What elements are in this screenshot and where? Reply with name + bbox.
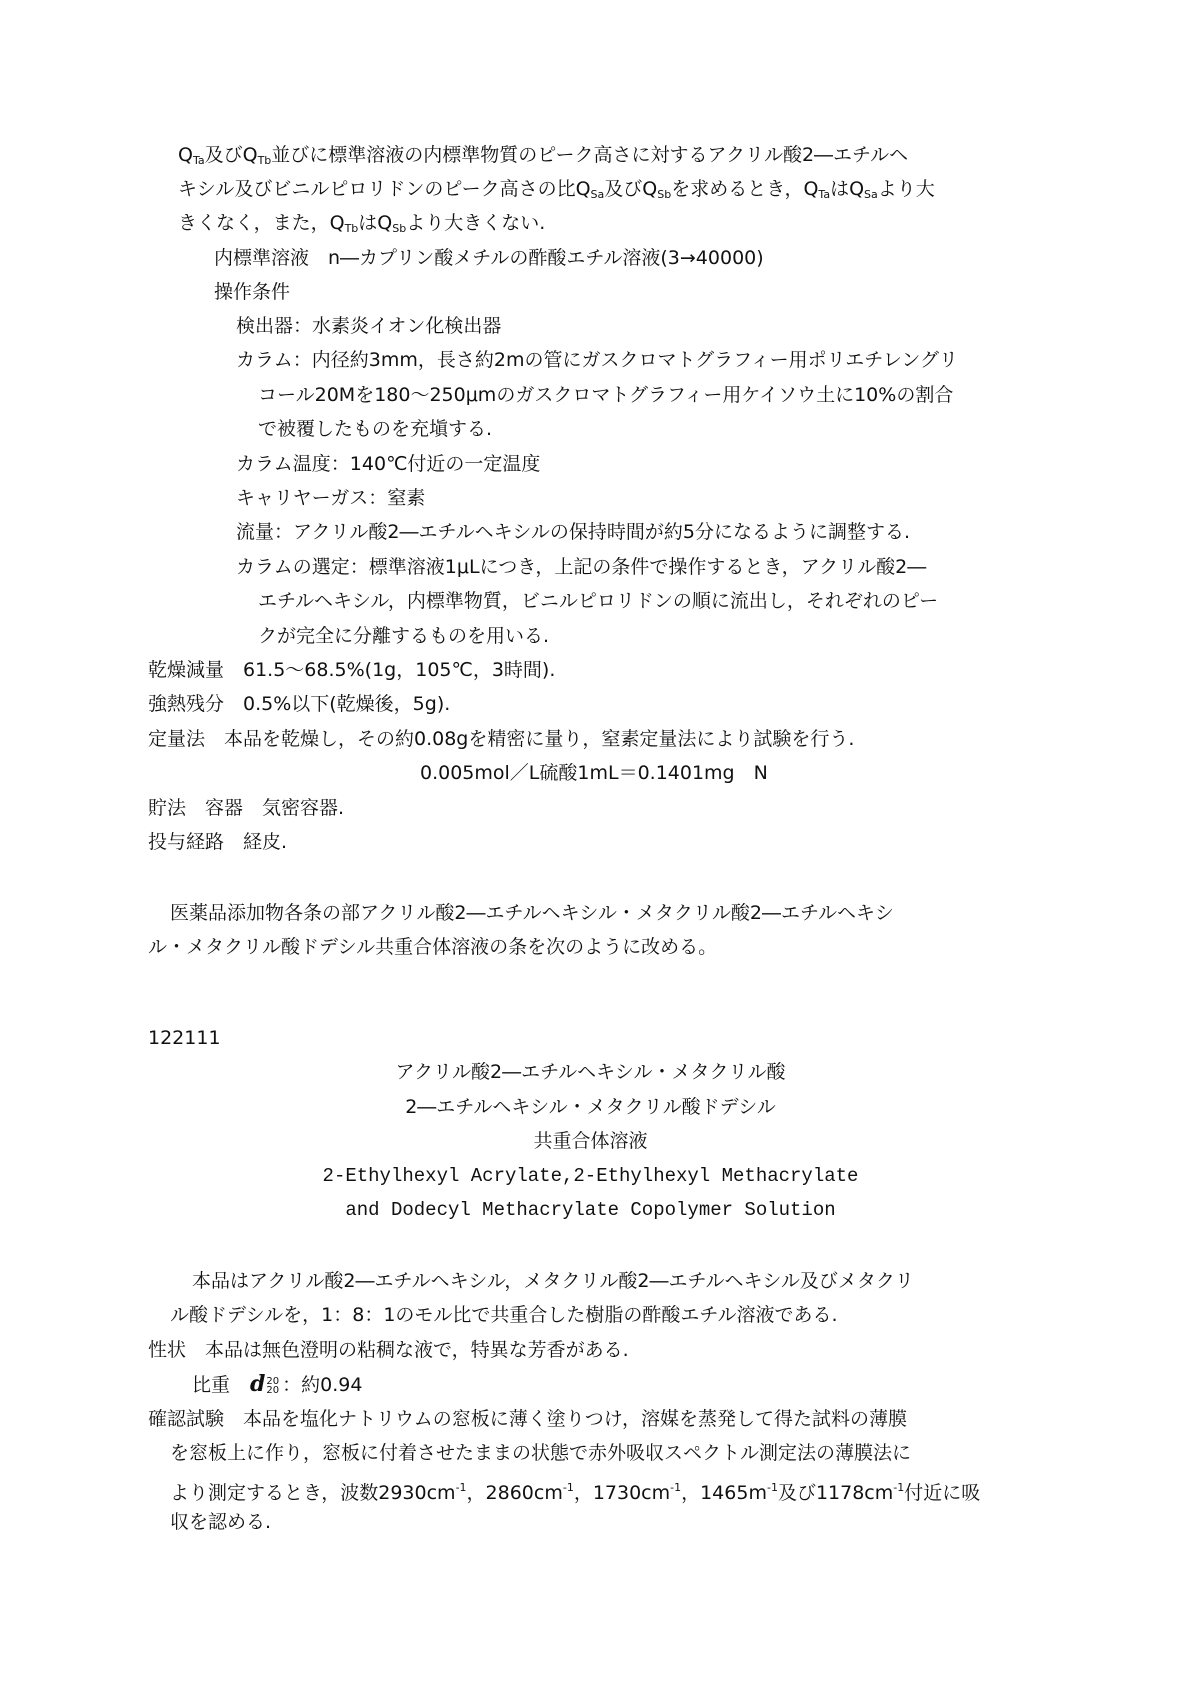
flow-rate-line: 流量：アクリル酸2―エチルヘキシルの保持時間が約5分になるように調整する. [236,521,911,543]
text-run: 及びQ [204,144,258,166]
subscript: Tb [257,154,272,167]
title-english: and Dodecyl Methacrylate Copolymer Solution [345,1199,836,1221]
specific-gravity-value: ：約0.94 [282,1374,363,1396]
text-run: キシル及びビニルピロリドンのピーク高さの比Q [178,178,591,200]
detector-line: 検出器：水素炎イオン化検出器 [236,315,502,337]
text-run: きくなく，また，Q [178,212,345,234]
text-run: より大きくない. [406,212,546,234]
column-selection-line: カラムの選定：標準溶液1μLにつき，上記の条件で操作するとき，アクリル酸2― [236,556,927,578]
subscript: 20 [266,1384,280,1396]
text-line [178,211,545,241]
text-run: ，2860cm [466,1482,563,1504]
text-run: より大 [877,178,935,200]
subscript: Sb [392,222,407,235]
description-line: 本品はアクリル酸2―エチルヘキシル，メタクリル酸2―エチルヘキシル及びメタクリ [192,1270,914,1292]
assay-equation: 0.005mol／L硫酸1mL＝0.1401mg N [420,762,768,784]
text-run: ，1730cm [573,1482,671,1504]
specific-gravity-symbol: d [250,1371,266,1397]
superscript: -1 [893,1481,905,1494]
assay-line: 定量法 本品を乾燥し，その約0.08gを精密に量り，窒素定量法により試験を行う. [148,728,855,750]
column-selection-line: クが完全に分離するものを用いる. [258,625,550,647]
internal-standard-line: 内標準溶液 n―カプリン酸メチルの酢酸エチル溶液(3→40000) [214,247,764,269]
title-english: 2-Ethylhexyl Acrylate,2-Ethylhexyl Methacrylate [322,1165,859,1187]
text-run: はQ [830,178,865,200]
subscript: Ta [192,154,205,167]
identification-line [170,1476,980,1505]
specific-gravity-indices [266,1377,279,1395]
subscript: Sa [590,188,605,201]
column-line: コール20Mを180～250μmのガスクロマトグラフィー用ケイソウ土に10%の割合 [258,384,954,406]
identification-line: を窓板上に作り，窓板に付着させたままの状態で赤外吸収スペクトル測定法の薄膜法に [170,1442,912,1464]
route-line: 投与経路 経皮. [148,831,288,853]
text-run: ，1465m [681,1482,767,1504]
text-run: より測定するとき，波数2930cm [170,1482,456,1504]
subscript: Ta [818,188,831,201]
superscript: -1 [766,1481,778,1494]
identification-line: 収を認める. [170,1511,272,1533]
text-run: はQ [358,212,393,234]
identification-line: 確認試験 本品を塩化ナトリウムの窓板に薄く塗りつけ，溶媒を蒸発して得た試料の薄膜 [148,1408,908,1430]
column-line: カラム：内径約3mm，長さ約2mの管にガスクロマトグラフィー用ポリエチレングリ [236,349,958,371]
subscript: Sb [657,188,672,201]
text-run: 及びQ [604,178,658,200]
carrier-gas-line: キャリヤーガス：窒素 [236,487,426,509]
monograph-code: 122111 [148,1027,221,1049]
title-japanese: 2―エチルヘキシル・メタクリル酸ドデシル [405,1096,776,1118]
residue-on-ignition-line: 強熱残分 0.5%以下(乾燥後，5g). [148,693,451,715]
title-japanese: アクリル酸2―エチルヘキシル・メタクリル酸 [395,1061,786,1083]
specific-gravity-label: 比重 [192,1374,231,1396]
text-run: Q [178,144,193,166]
text-run: 及び1178cm [777,1482,894,1504]
title-japanese: 共重合体溶液 [533,1130,648,1152]
text-run: を求めるとき，Q [671,178,819,200]
superscript: -1 [670,1481,682,1494]
column-temperature-line: カラム温度：140℃付近の一定温度 [236,453,541,475]
column-line: で被覆したものを充塡する. [258,418,493,440]
superscript: 20 [266,1375,280,1387]
amendment-line: ル・メタクリル酸ドデシル共重合体溶液の条を次のように改める。 [148,936,718,958]
loss-on-drying-line: 乾燥減量 61.5～68.5%(1g，105℃，3時間). [148,659,556,681]
subscript: Sa [864,188,878,201]
specific-gravity-line [192,1372,362,1397]
text-run: 付近に吸 [904,1482,981,1504]
amendment-line: 医薬品添加物各条の部アクリル酸2―エチルヘキシル・メタクリル酸2―エチルヘキシ [170,902,894,924]
text-line [178,177,935,207]
operating-conditions-heading: 操作条件 [214,281,291,303]
column-selection-line: エチルヘキシル，内標準物質，ビニルピロリドンの順に流出し，それぞれのピー [258,590,939,612]
superscript: -1 [455,1481,467,1494]
text-run: 並びに標準溶液の内標準物質のピーク高さに対するアクリル酸2―エチルヘ [271,144,909,166]
subscript: Tb [344,222,359,235]
description-line: ル酸ドデシルを，1：8：1のモル比で共重合した樹脂の酢酸エチル溶液である. [170,1304,838,1326]
storage-line: 貯法 容器 気密容器. [148,797,345,819]
text-line [178,143,908,173]
superscript: -1 [562,1481,574,1494]
properties-line: 性状 本品は無色澄明の粘稠な液で，特異な芳香がある. [148,1339,629,1361]
